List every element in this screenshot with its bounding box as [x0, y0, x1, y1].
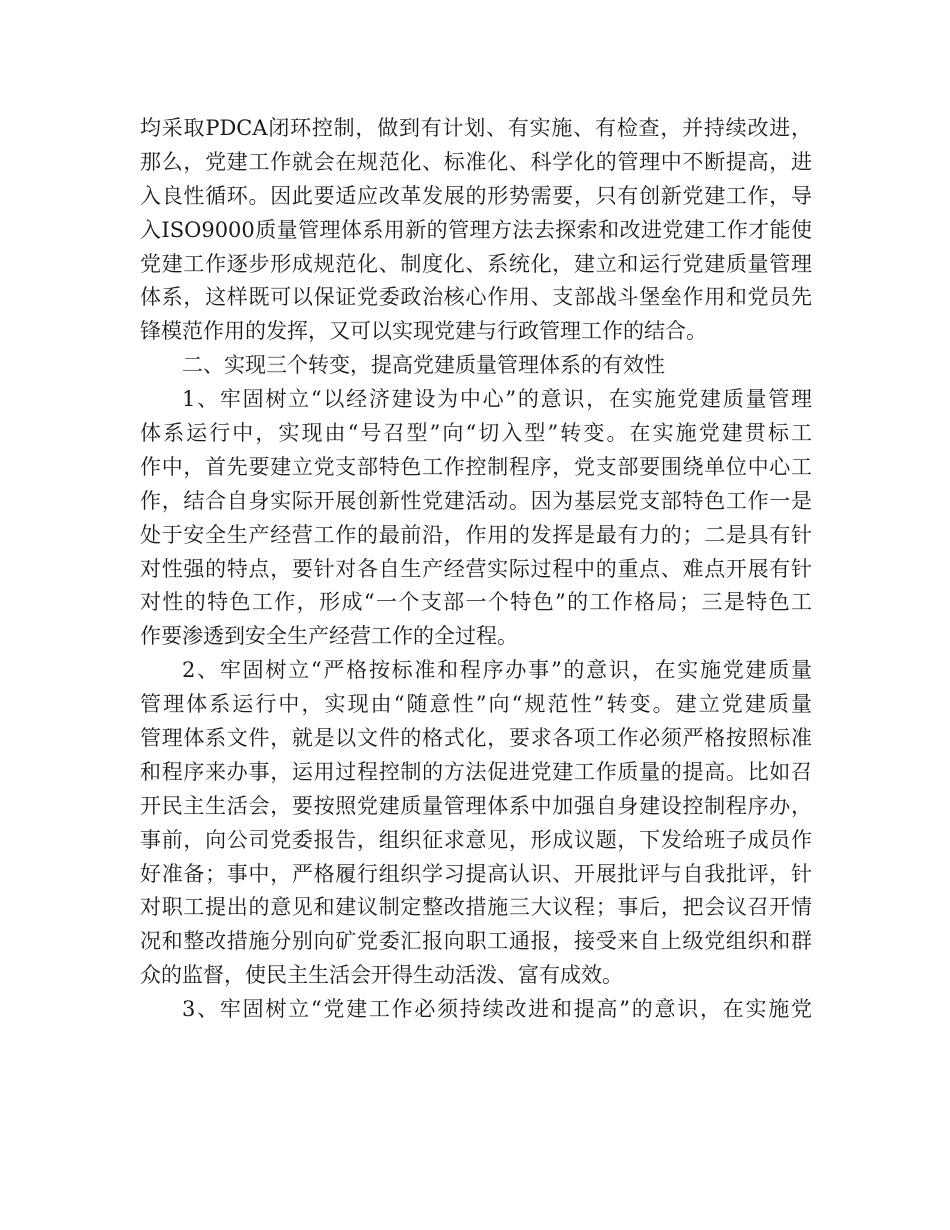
text-line: 众的监督，使民主生活会开得生动活泼、富有成效。 [140, 963, 623, 988]
text-line: 那么，党建工作就会在规范化、标准化、科学化的管理中不断提高，进 [140, 149, 812, 174]
text-line: 均采取PDCA闭环控制，做到有计划、有实施、有检查，并持续改进， [140, 116, 812, 140]
text-line: 况和整改措施分别向矿党委汇报向职工通报，接受来自上级党组织和群 [140, 929, 812, 954]
text-line: 对性强的特点，要针对各自生产经营实际过程中的重点、难点开展有针 [140, 556, 812, 581]
text-line: 入良性循环。因此要适应改革发展的形势需要，只有创新党建工作，导 [140, 183, 812, 208]
text-line: 作中，首先要建立党支部特色工作控制程序，党支部要围绕单位中心工 [140, 454, 812, 479]
text-line: 对性的特色工作，形成“一个支部一个特色”的工作格局；三是特色工 [140, 590, 812, 615]
text-line: 好准备；事中，严格履行组织学习提高认识、开展批评与自我批评，针 [140, 861, 812, 886]
text-line: 体系运行中，实现由“号召型”向“切入型”转变。在实施党建贯标工 [140, 421, 812, 446]
text-line: 党建工作逐步形成规范化、制度化、系统化，建立和运行党建质量管理 [140, 251, 812, 276]
text-line: 锋模范作用的发挥，又可以实现党建与行政管理工作的结合。 [140, 319, 707, 344]
text-line: 3、牢固树立“党建工作必须持续改进和提高”的意识，在实施党 [182, 997, 812, 1022]
text-line: 管理体系文件，就是以文件的格式化，要求各项工作必须严格按照标准 [140, 726, 812, 751]
text-line: 入ISO9000质量管理体系用新的管理方法去探索和改进党建工作才能使 [140, 217, 812, 242]
text-line: 处于安全生产经营工作的最前沿，作用的发挥是最有力的；二是具有针 [140, 522, 812, 547]
section-heading: 二、实现三个转变，提高党建质量管理体系的有效性 [182, 353, 665, 378]
text-line: 事前，向公司党委报告，组织征求意见，形成议题，下发给班子成员作 [140, 827, 812, 852]
text-line: 对职工提出的意见和建议制定整改措施三大议程；事后，把会议召开情 [140, 895, 812, 920]
document-body [140, 112, 812, 1027]
text-line: 和程序来办事，运用过程控制的方法促进党建工作质量的提高。比如召 [140, 759, 812, 784]
text-line: 2、牢固树立“严格按标准和程序办事”的意识，在实施党建质量 [182, 658, 812, 683]
text-line: 1、牢固树立“以经济建设为中心”的意识，在实施党建质量管理 [182, 387, 812, 412]
text-line: 作要渗透到安全生产经营工作的全过程。 [140, 624, 518, 649]
text-line: 作，结合自身实际开展创新性党建活动。因为基层党支部特色工作一是 [140, 488, 812, 513]
text-line: 开民主生活会，要按照党建质量管理体系中加强自身建设控制程序办， [140, 793, 812, 818]
text-line: 体系，这样既可以保证党委政治核心作用、支部战斗堡垒作用和党员先 [140, 285, 812, 310]
text-line: 管理体系运行中，实现由“随意性”向“规范性”转变。建立党建质量 [140, 692, 812, 717]
